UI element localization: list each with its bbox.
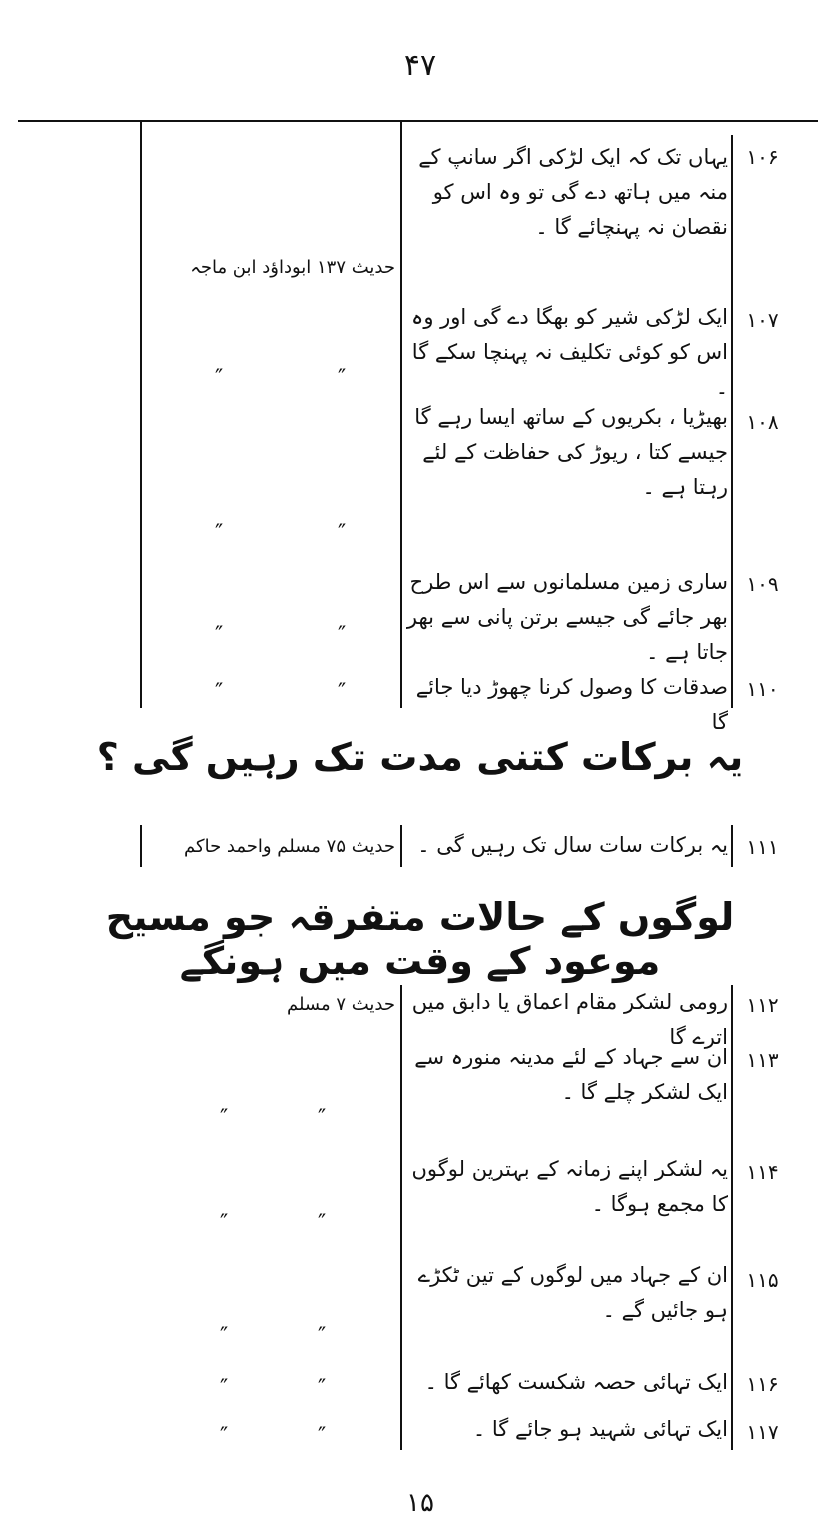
table1-col-divider-text [400,121,402,708]
item-number: ۱۱۲ [746,993,779,1017]
ditto-mark: ″ [215,680,224,705]
item-number: ۱۰۶ [746,145,779,169]
item-text: یہاں تک کہ ایک لڑکی اگر سانپ کے منہ میں ہاتھ دے گی تو وہ اس کو نقصان نہ پہنچائے گا ۔ [418,145,728,239]
ditto-mark: ″ [220,1106,229,1131]
ditto-mark: ″ [338,521,347,546]
ditto-mark: ″ [318,1424,327,1449]
page-number-bottom: ۱۵ [406,1488,434,1518]
item-number: ۱۱۱ [746,835,779,859]
ditto-mark: ″ [220,1376,229,1401]
item-number: ۱۱۶ [746,1372,779,1396]
item-number: ۱۱۷ [746,1420,779,1444]
ditto-mark: ″ [215,366,224,391]
ditto-mark: ″ [338,366,347,391]
row111-divider-num [731,825,733,867]
ditto-mark: ″ [215,521,224,546]
item-text: رومی لشکر مقام اعماق یا دابق میں اترے گا [411,990,728,1049]
item-text: بھیڑیا ، بکریوں کے ساتھ ایسا رہے گا جیسے کتا ، ریوڑ کی حفاظت کے لئے رہتا ہے ۔ [414,405,728,499]
item-number: ۱۰۷ [746,308,779,332]
ditto-mark: ″ [338,680,347,705]
item-text: یہ لشکر اپنے زمانہ کے بہترین لوگوں کا مجمع ہوگا ۔ [411,1157,728,1216]
ditto-mark: ″ [318,1211,327,1236]
item-text: صدقات کا وصول کرنا چھوڑ دیا جائے گا [415,675,728,734]
item-number: ۱۱۰ [746,677,779,701]
item-reference: حدیث ۷ مسلم [286,994,395,1015]
item-text: یہ برکات سات سال تک رہیں گی ۔ [417,833,728,857]
ditto-mark: ″ [215,623,224,648]
ditto-mark: ″ [338,623,347,648]
ditto-mark: ″ [318,1376,327,1401]
ditto-mark: ″ [318,1324,327,1349]
item-reference: حدیث ۷۵ مسلم واحمد حاکم [184,836,395,857]
table1-col-divider-num [731,135,733,708]
table2-col-divider-num [731,985,733,1450]
table1-col-divider-ref [140,121,142,708]
item-number: ۱۱۴ [746,1160,779,1184]
table2-col-divider-text [400,985,402,1450]
table1-top-rule [18,120,818,122]
item-number: ۱۱۳ [746,1048,779,1072]
item-text: ان کے جہاد میں لوگوں کے تین ٹکڑے ہو جائیں گے ۔ [417,1263,728,1322]
item-number: ۱۰۹ [746,572,779,596]
item-text: ان سے جہاد کے لئے مدینہ منورہ سے ایک لشکر چلے گا ۔ [414,1045,728,1104]
item-text: ایک لڑکی شیر کو بھگا دے گی اور وہ اس کو کوئی تکلیف نہ پہنچا سکے گا ۔ [411,305,728,399]
row111-divider-text [400,825,402,867]
ditto-mark: ″ [318,1106,327,1131]
item-number: ۱۱۵ [746,1268,779,1292]
item-reference: حدیث ۱۳۷ ابوداؤد ابن ماجہ [190,257,395,278]
item-text: ایک تہائی حصہ شکست کھائے گا ۔ [424,1370,728,1394]
item-text: ایک تہائی شہید ہو جائے گا ۔ [472,1417,728,1441]
item-text: ساری زمین مسلمانوں سے اس طرح بھر جائے گی جیسے برتن پانی سے بھر جاتا ہے ۔ [406,570,728,664]
section-heading: لوگوں کے حالات متفرقہ جو مسیح موعود کے وقت میں ہونگے [105,895,735,983]
section-heading: یہ برکات کتنی مدت تک رہیں گی ؟ [96,735,744,779]
ditto-mark: ″ [220,1324,229,1349]
ditto-mark: ″ [220,1424,229,1449]
ditto-mark: ″ [220,1211,229,1236]
page-number-top: ۴۷ [403,48,437,83]
item-number: ۱۰۸ [746,410,779,434]
